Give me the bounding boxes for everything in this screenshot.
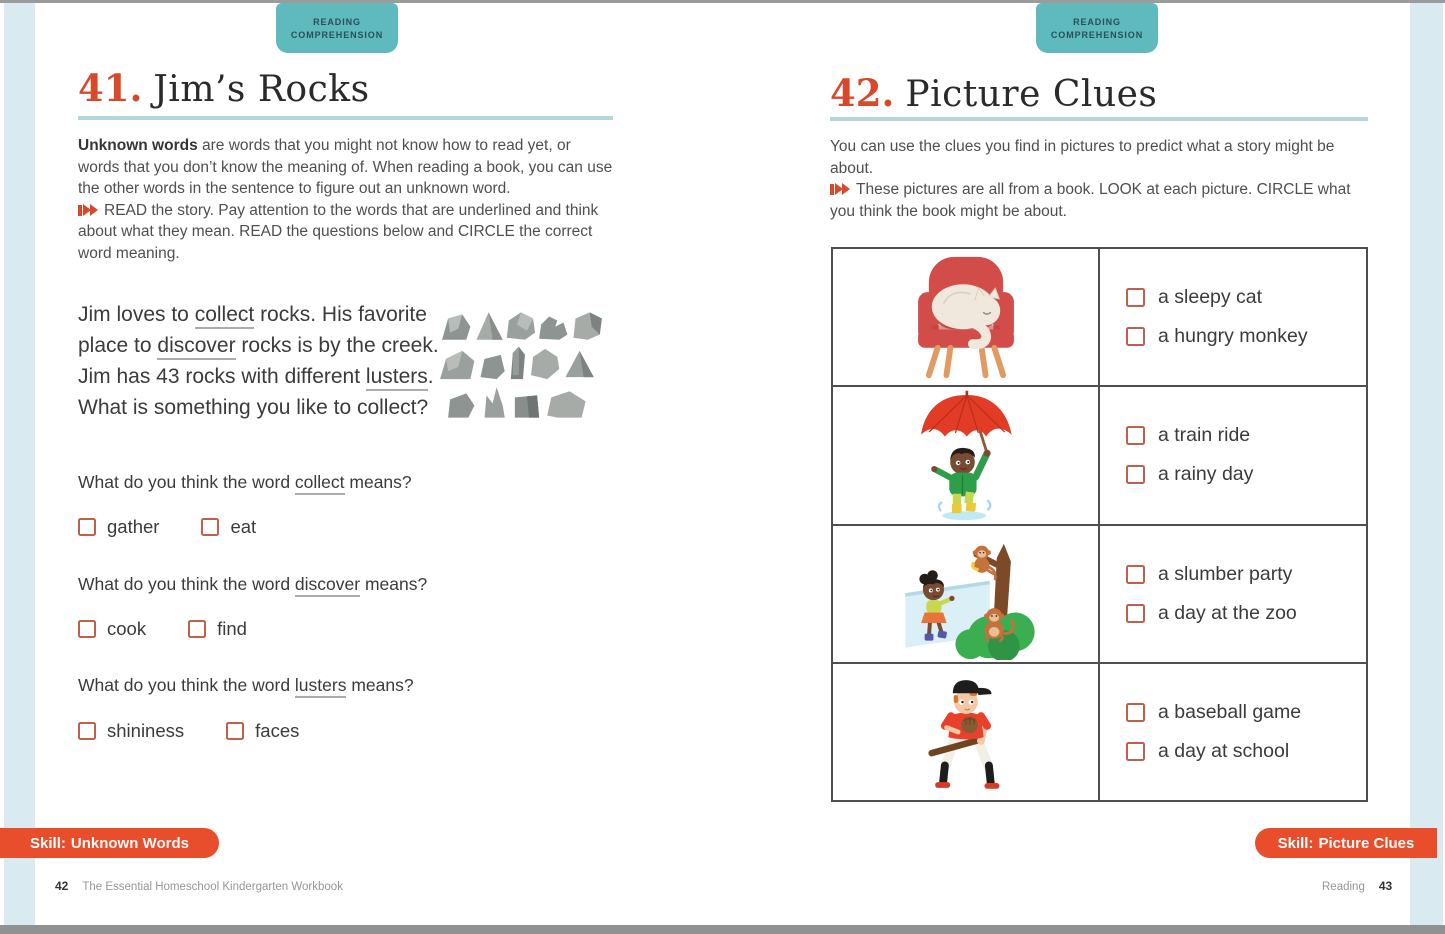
book-title: The Essential Homeschool Kindergarten Workbook (82, 881, 343, 893)
table-image-cell (833, 387, 1100, 523)
table-image-cell (833, 526, 1100, 662)
option-label: find (217, 618, 247, 639)
skill-label: Skill: (30, 834, 66, 852)
option-a-sleepy-cat (1126, 286, 1366, 309)
option-label: faces (255, 720, 300, 741)
tab-line1: READING (313, 16, 361, 27)
table-image-cell (833, 664, 1100, 800)
table-row (833, 526, 1366, 664)
option-label: a sleepy cat (1158, 286, 1263, 309)
table-row (833, 664, 1366, 800)
right-page-edge-strip (1410, 3, 1443, 925)
checkbox[interactable] (1126, 742, 1145, 761)
table-row (833, 387, 1366, 525)
checkbox[interactable] (1126, 327, 1145, 346)
lesson-number: 42. (830, 71, 895, 115)
option-a-hungry-monkey (1126, 325, 1366, 348)
option-a-day-at-school (1126, 740, 1366, 763)
question-1: What do you think the word collect means? (78, 472, 412, 493)
checkbox[interactable] (1126, 465, 1145, 484)
section-name: Reading (1322, 881, 1365, 893)
option-gather (78, 516, 159, 538)
right-page-footer (1322, 879, 1392, 893)
right-section-tab-reading-comprehension (1036, 3, 1158, 53)
skill-value: Unknown Words (70, 834, 189, 852)
option-a-day-at-the-zoo (1126, 602, 1366, 625)
title-underline-rule (78, 116, 613, 120)
page-bottom-edge (0, 925, 1445, 934)
left-page-edge-strip (4, 3, 35, 925)
table-row (833, 249, 1366, 387)
question-2: What do you think the word discover means? (78, 574, 427, 595)
option-cook (78, 618, 146, 640)
tab-line2: COMPREHENSION (290, 29, 384, 40)
title-underline-rule (830, 117, 1368, 121)
option-eat (201, 516, 256, 538)
checkbox[interactable] (201, 518, 219, 536)
checkbox[interactable] (78, 518, 96, 536)
option-label: a rainy day (1158, 463, 1254, 486)
checkbox[interactable] (1126, 565, 1145, 584)
girl-watching-monkeys-at-zoo-illustration (881, 528, 1051, 660)
table-image-cell (833, 249, 1100, 385)
page-number: 43 (1378, 879, 1393, 893)
option-label: a day at school (1158, 739, 1290, 762)
tab-line2: COMPREHENSION (1050, 29, 1144, 40)
option-label: a train ride (1158, 424, 1251, 447)
option-label: eat (230, 516, 257, 537)
option-label: a day at the zoo (1158, 601, 1297, 624)
read-arrow-icon (830, 184, 852, 195)
story-text: Jim loves to collect rocks. His favorite place to discover rocks is by the creek. Jim has 43 rocks with different lusters. What is something you like to collect? (78, 303, 439, 419)
checkbox[interactable] (1126, 703, 1145, 722)
option-label: shininess (107, 720, 185, 741)
checkbox[interactable] (1126, 426, 1145, 445)
table-options-cell (1100, 664, 1366, 800)
checkbox[interactable] (188, 620, 206, 638)
boy-baseball-player-with-bat-and-glove-illustration (891, 666, 1041, 798)
tab-line1: READING (1073, 16, 1121, 27)
checkbox[interactable] (78, 620, 96, 638)
option-shininess (78, 720, 184, 742)
right-page-title (830, 71, 1157, 115)
table-options-cell (1100, 387, 1366, 523)
question-1-options (78, 516, 256, 538)
option-label: a baseball game (1158, 700, 1302, 723)
option-a-slumber-party (1126, 563, 1366, 586)
question-3-options (78, 720, 299, 742)
skill-badge-unknown-words (0, 828, 219, 858)
option-find (188, 618, 247, 640)
pile-of-gray-rocks-illustration (438, 308, 618, 422)
read-arrow-icon (78, 205, 100, 216)
white-cat-sleeping-on-red-armchair-illustration (881, 251, 1051, 383)
question-2-options (78, 618, 247, 640)
option-label: a hungry monkey (1158, 325, 1308, 348)
checkbox[interactable] (1126, 288, 1145, 307)
skill-badge-picture-clues (1255, 828, 1437, 858)
page-top-edge (0, 0, 1445, 3)
table-options-cell (1100, 249, 1366, 385)
skill-label: Skill: (1277, 834, 1314, 852)
question-3: What do you think the word lusters means? (78, 675, 414, 696)
lesson-title: Picture Clues (905, 74, 1158, 115)
option-a-baseball-game (1126, 701, 1366, 724)
table-options-cell (1100, 526, 1366, 662)
checkbox[interactable] (1126, 604, 1145, 623)
lesson-title: Jim’s Rocks (153, 69, 370, 110)
lesson-number: 41. (78, 66, 143, 110)
picture-clues-table (831, 247, 1368, 802)
option-a-rainy-day (1126, 463, 1366, 486)
left-page-title (78, 66, 370, 110)
checkbox[interactable] (226, 722, 244, 740)
lesson-intro-paragraph: Unknown words are words that you might not know how to read yet, or words that you don’t know the meaning of. When reading a book, you can use the other words in the sentence to figure out an unknown word. READ the story. Pay attention to the words that are underlined and think about what they mean. READ the questions below and CIRCLE the correct word meaning. (78, 137, 613, 262)
page-number: 42 (55, 879, 69, 893)
option-label: gather (107, 516, 160, 537)
left-page-footer (55, 879, 343, 893)
skill-value: Picture Clues (1318, 834, 1415, 852)
option-label: a slumber party (1158, 562, 1293, 585)
left-section-tab-reading-comprehension (276, 3, 398, 53)
option-label: cook (107, 618, 147, 639)
lesson-intro-paragraph: You can use the clues you find in pictures to predict what a story might be about. These pictures are all from a book. LOOK at each picture. CIRCLE what you think the book might be about. (830, 138, 1351, 220)
option-faces (226, 720, 299, 742)
checkbox[interactable] (78, 722, 96, 740)
option-a-train-ride (1126, 424, 1366, 447)
child-with-red-umbrella-in-puddle-illustration (891, 389, 1041, 521)
